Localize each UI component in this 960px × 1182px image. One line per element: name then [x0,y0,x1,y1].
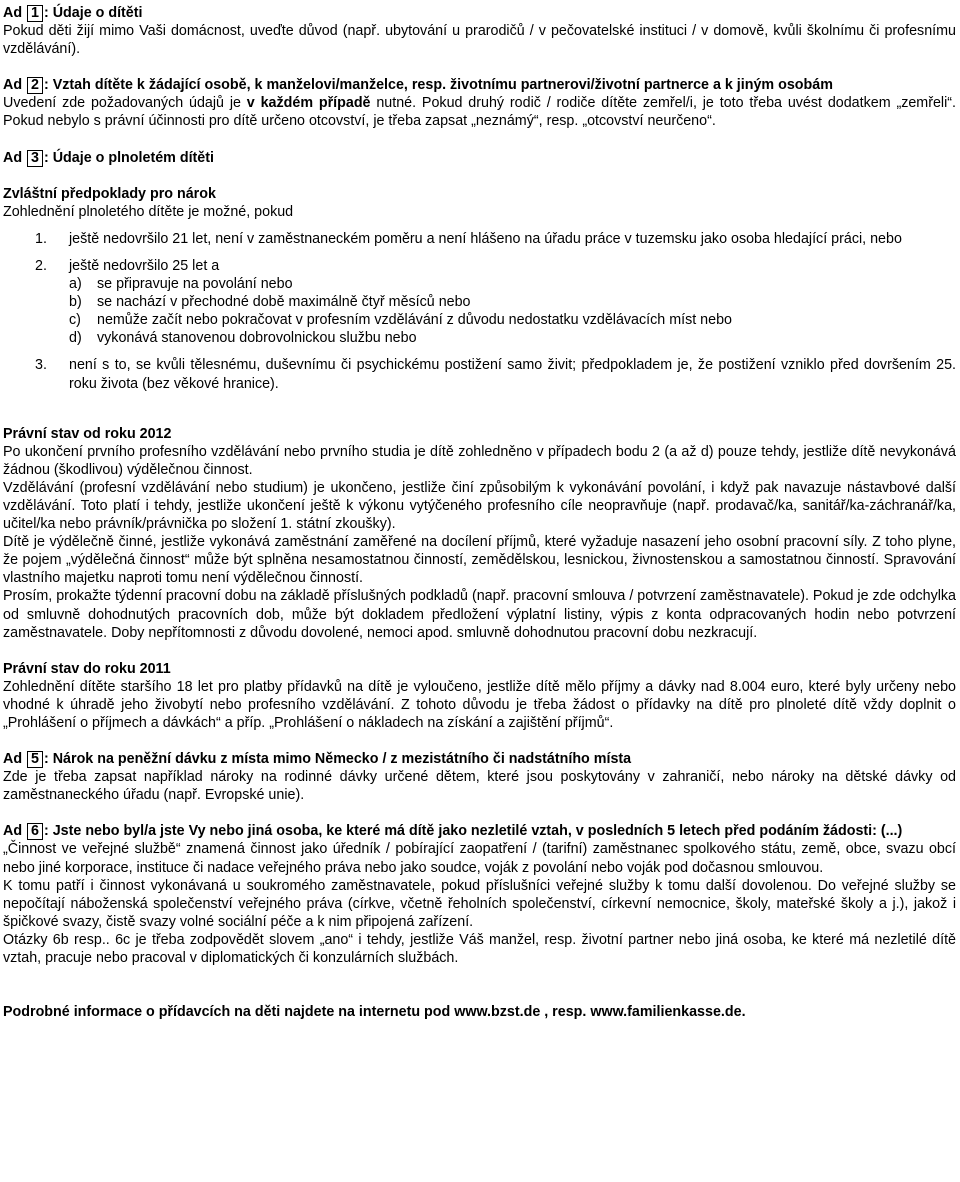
sub-list-item: c) nemůže začít nebo pokračovat v profesním vzdělávání z důvodu nedostatku vzdělávacích míst nebo [69,312,732,329]
footer-note: Podrobné informace o přídavcích na děti najdete na internetu pod www.bzst.de , resp. www.familienkasse.de. [3,1004,746,1021]
ad3-heading [3,149,956,167]
paragraph: Prosím, prokažte týdenní pracovní dobu na základě příslušných podkladů (např. pracovní smlouva / potvrzení zaměstnavatele). Pokud je zde odchylka od smluvně dohodnutých pracovních dob, může být dokladem předložení výplatní listiny, výpis z konta odpracovaných hodin nebo potvrzení zaměstnavatele. Doby nepřítomnosti z důvodu dovolené, nemoci apod. smluvně dohodnutou pracovní dobu nezkracují. [3,588,956,641]
ad-prefix: Ad [3,77,23,94]
list-number: 1. [35,230,47,247]
section-number-box: 5 [27,751,43,768]
sub-list-item: a) se připravuje na povolání nebo [69,276,293,293]
section-ad2 [3,76,956,130]
pravni-2011-title: Právní stav do roku 2011 [3,660,171,677]
ad2-heading [3,76,956,94]
section-ad6 [3,822,956,967]
ad2-text: Uvedení zde požadovaných údajů je v každém případě nutné. Pokud druhý rodič / rodiče dítěte zemřel/i, je toto třeba uvést dodatkem „zemřeli“. Pokud nebylo s právní účinnosti pro dítě určeno otcovství, je třeba zapsat „neznámý“, resp. „otcovství neurčeno“. [3,95,957,130]
ad1-text: Pokud děti žijí mimo Vaši domácnost, uveďte důvod (např. ubytování u prarodičů / v pečovatelské instituci / v domově, kvůli školnímu či profesnímu vzdělávání). [3,23,956,58]
list-text: není s to, se kvůli tělesnému, duševnímu či psychickému postižení samo živit; předpokladem je, že postižení vzniklo před dovršením 25. roku života (bez věkové hranice). [69,357,956,392]
list-number: 2. [35,257,47,274]
list-text: ještě nedovršilo 21 let, není v zaměstnaneckém poměru a není hlášeno na úřadu práce v tuzemsku jako osoba hledající práci, nebo [69,230,902,247]
ad2-title: : Vztah dítěte k žádající osobě, k manželovi/manželce, resp. životnímu partnerovi/životní partnerce a k jiným osobám [44,77,833,94]
ad-prefix: Ad [3,5,23,21]
ad-prefix: Ad [3,149,23,166]
section-pravni-stav-2011 [3,660,956,732]
section-pravni-stav-2012 [3,425,956,642]
section-number-box: 1 [27,5,43,22]
sub-list-item: d) vykonává stanovenou dobrovolnickou službu nebo [69,330,417,347]
ad6-title: : Jste nebo byl/a jste Vy nebo jiná osoba, ke které má dítě jako nezletilé vztah, v posledních 5 letech před podáním žádosti: (...) [44,823,903,840]
ad3-intro: Zohlednění plnoletého dítěte je možné, pokud [3,203,294,220]
list-item [3,257,956,275]
ad-prefix: Ad [3,751,23,768]
list-item [3,356,956,392]
ad5-text: Zde je třeba zapsat například nároky na rodinné dávky určené dětem, které jsou poskytovány v zahraničí, nebo nároky na dětské dávky od zaměstnaneckého úřadu (např. Evropské unie). [3,769,956,804]
ad2-emphasis: v každém případě [246,95,371,112]
paragraph: Dítě je výdělečně činné, jestliže vykonává zaměstnání zaměřené na docílení příjmů, které vyžaduje nasazení jeho osobní pracovní síly. Z toho plyne, že pojem „výdělečná činnost“ může být splněna nesamostatnou činností, zemědělskou, lesnickou, živnostenskou a samostatnou činností. Spravování vlastního majetku naproti tomu není výdělečnou činností. [3,534,956,587]
paragraph: K tomu patří i činnost vykonávaná u soukromého zaměstnavatele, pokud příslušníci veřejné služby k tomu další dovolenou. Do veřejné služby se nepočítají náboženská společenství veřejného práva (církve, včetně řeholních společenství, církevní nemocnice, školy, mateřské školy a j.), jakož i špičkové svazy, čistě svazy volné sociální péče a k nim připojená zařízení. [3,877,956,930]
paragraph: Vzdělávání (profesní vzdělávání nebo studium) je ukončeno, jestliže činí způsobilým k vykonávání povolání, i když pak navazuje nástavbové další vzdělávání. Toto platí i tehdy, jestliže ukončení ještě k výkonu vytýčeného profesního cíle neopravňuje (např. prodavač/ka, sanitář/ka-záchranář/ka, učitel/ka nebo právník/právnička po složení 1. státní zkoušky). [3,479,956,533]
ad1-title: : Údaje o dítěti [44,5,143,21]
section-number-box: 6 [27,823,43,840]
paragraph: Otázky 6b resp.. 6c je třeba zodpovědět slovem „ano“ i tehdy, jestliže Váš manžel, resp. životní partner nebo jiná osoba, ke které má nezletilé dítě vztah, pracuje nebo pracoval v diplomatických či konzulárních službách. [3,931,956,967]
ad1-heading [3,4,956,22]
ad3-subtitle: Zvláštní předpoklady pro nárok [3,185,216,202]
list-number: 3. [35,357,47,374]
ad5-heading [3,750,956,768]
section-number-box: 2 [27,77,43,94]
paragraph: Zohlednění dítěte staršího 18 let pro platby přídavků na dítě je vyloučeno, jestliže dítě mělo příjmy a dávky nad 8.004 euro, které byly určeny nebo vhodné k úhradě jeho živobytí nebo profesního vzdělávání. Z tohoto důvodu je třeba žádost o přídavky na dítě pro plnoleté dítě vždy doplnit o „Prohlášení o příjmech a dávkách“ a příp. „Prohlášení o nákladech na získání a zajištění příjmů“. [3,678,956,731]
list-item [3,230,956,248]
section-ad1 [3,4,956,58]
list-text: ještě nedovršilo 25 let a [69,257,220,274]
paragraph: „Činnost ve veřejné službě“ znamená činnost jako úředník / pobírající zaopatření / (tarifní) zaměstnanec spolkového státu, země, obce, svazu obcí nebo jiné korporace, instituce či nadace veřejného práva nebo jako soudce, voják z povolání nebo voják pod dočasnou smlouvou. [3,841,956,876]
ad6-heading [3,822,956,840]
ad5-title: : Nárok na peněžní dávku z místa mimo Německo / z mezistátního či nadstátního místa [44,751,632,768]
section-number-box: 3 [27,150,43,167]
sub-list-item: b) se nachází v přechodné době maximálně čtyř měsíců nebo [69,294,471,311]
pravni-2012-title: Právní stav od roku 2012 [3,425,172,442]
ad-prefix: Ad [3,823,23,840]
section-ad3 [3,149,956,393]
ad3-title: : Údaje o plnoletém dítěti [44,149,214,166]
paragraph: Po ukončení prvního profesního vzdělávání nebo prvního studia je dítě zohledněno v případech bodu 2 (a až d) pouze tehdy, jestliže dítě nevykonává žádnou (škodlivou) výdělečnou činnost. [3,443,956,478]
section-ad5 [3,750,956,804]
